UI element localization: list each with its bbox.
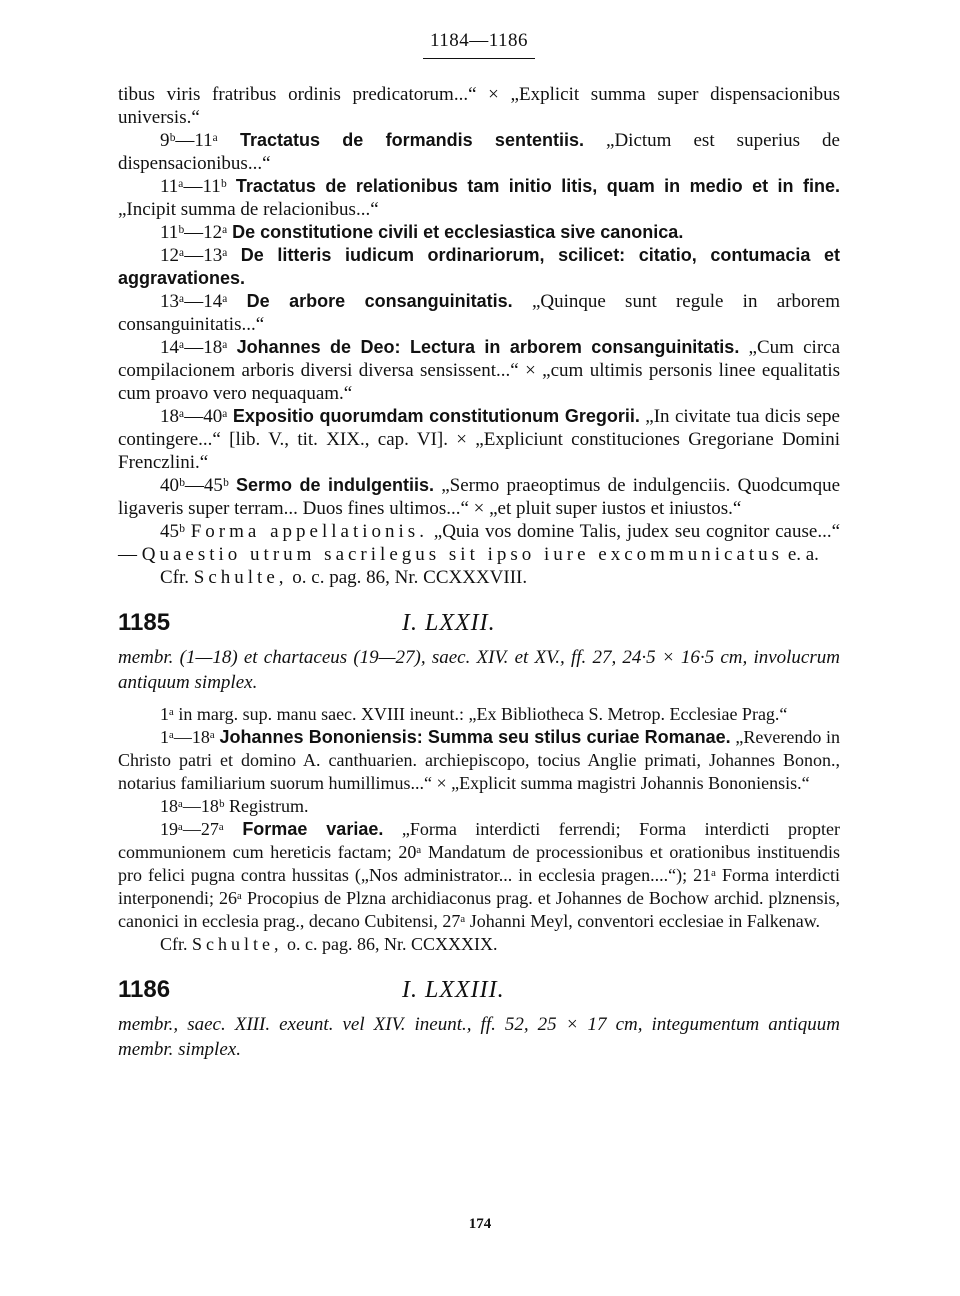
paragraph <box>118 175 840 221</box>
entry-1185 <box>118 609 840 956</box>
folio-range: 40ᵇ—45ᵇ <box>160 475 229 496</box>
work-title: De litteris iudicum ordinariorum, scilicet: citatio, contumacia et aggravationes. <box>118 245 840 288</box>
entry-number: 1186 <box>118 976 171 1003</box>
incipit: „Sermo praeoptimus de indulgenciis. Quodcumque ligaveris super terram... Duos fines ultimos...“ × „et pluit super iustos et iniustos.“ <box>118 475 841 519</box>
paragraph <box>118 336 840 405</box>
entry-1184-continuation <box>118 83 840 589</box>
physical-description: membr., saec. XIII. exeunt. vel XIV. ineunt., ff. 52, 25 × 17 cm, integumentum antiquum membr. simplex. <box>118 1014 840 1060</box>
abbreviation: e. a. <box>787 544 819 565</box>
incipit: „Reverendo in Christo patri et domino A. canthuarien. archiepiscopo, tocius Anglie primati, Johannes Bonon., notarius familiarium suorum humillimus...“ × „Explicit summa magistri Johannis Bononiensis.“ <box>118 727 840 793</box>
author-name: Schulte, <box>192 934 283 954</box>
folio-range: 11ᵃ—11ᵇ <box>160 176 227 197</box>
paragraph: tibus viris fratribus ordinis predicatorum...“ × „Explicit summa super dispensacionibus universis.“ <box>118 84 840 128</box>
work-title: Tractatus de formandis sententiis. <box>239 130 584 150</box>
work-title: Formae variae. <box>242 819 384 839</box>
folio-range: 14ᵃ—18ᵃ <box>160 337 228 358</box>
incipit: „In civitate tua dicis sepe contingere...“ [lib. V., tit. XIX., cap. VI]. × „Expliciunt constituciones Gregoriane Domini Frenczlini.“ <box>118 406 840 473</box>
incipit: „Quia vos domine Talis, judex seu cognitor cause...“ — <box>118 521 841 565</box>
folio-range: 9ᵇ—11ᵃ <box>160 130 218 151</box>
entry-heading <box>118 976 840 1004</box>
incipit: „Dictum est superius de dispensacionibus...“ <box>118 130 840 174</box>
spacer <box>118 695 840 703</box>
entry-number: 1185 <box>118 609 171 636</box>
work-title: Expositio quorumdam constitutionum Gregorii. <box>232 406 640 426</box>
header-rule <box>423 58 535 59</box>
folio-range: 12ᵃ—13ᵃ <box>160 245 228 266</box>
work-title: De constitutione civili et ecclesiastica sive canonica. <box>232 222 684 242</box>
work-title: Johannes Bononiensis: Summa seu stilus curiae Romanae. <box>219 727 731 747</box>
folio-range: 13ᵃ—14ᵃ <box>160 291 228 312</box>
folio-range: 18ᵃ—40ᵃ <box>160 406 228 427</box>
paragraph: 18ᵃ—18ᵇ Registrum. <box>160 796 309 816</box>
work-title: De arbore consanguinitatis. <box>246 291 513 311</box>
paragraph: 1ᵃ in marg. sup. manu saec. XVIII ineunt.: „Ex Bibliotheca S. Metrop. Ecclesiae Prag.“ <box>160 704 788 724</box>
reference-line <box>118 566 840 589</box>
physical-description: membr. (1—18) et chartaceus (19—27), saec. XIV. et XV., ff. 27, 24·5 × 16·5 cm, involucrum antiquum simplex. <box>118 647 840 693</box>
paragraph <box>118 244 840 290</box>
work-title: Tractatus de relationibus tam initio litis, quam in medio et in fine. <box>235 176 840 196</box>
incipit: „Incipit summa de relacionibus...“ <box>118 199 379 220</box>
shelfmark: I. LXXII. <box>402 610 496 636</box>
paragraph <box>118 520 840 566</box>
page-number: 174 <box>468 1216 492 1232</box>
work-title: Johannes de Deo: Lectura in arborem consanguinitatis. <box>236 337 740 357</box>
running-header: 1184—1186 <box>429 30 529 51</box>
work-title: Sermo de indulgentiis. <box>236 475 434 495</box>
cfr-label: Cfr. <box>160 567 190 588</box>
entry-body <box>118 703 840 956</box>
incipit: „Forma interdicti ferrendi; Forma interdicti propter communionem cum hereticis factam; 20ᵃ Mandatum de processionibus et orationibus instituendis pro felici pugna contra hussitas („Nos administrator... in ecclesia pragen....“); 21ᵃ Forma interdicti interponendi; 26ᵃ Procopius de Plzna archidiaconus prag. et Johannes de Bochow archid. plznensis, canonici in ecclesia prag., decano Cubitensi, 27ᵃ Johanni Meyl, conventori ecclesiae in Falkenaw. <box>118 819 841 931</box>
reference: o. c. pag. 86, Nr. CCXXXVIII. <box>292 567 528 588</box>
cfr-label: Cfr. <box>160 934 188 954</box>
author-name: Schulte, <box>193 567 288 588</box>
paragraph <box>118 405 840 474</box>
reference-line <box>118 933 840 956</box>
work-title-spaced: Quaestio utrum sacrilegus sit ipso iure excommunicatus <box>141 544 784 565</box>
paragraph <box>118 290 840 336</box>
folio-range: 45ᵇ <box>160 521 185 542</box>
folio-range: 1ᵃ—18ᵃ <box>160 727 215 747</box>
paragraph <box>118 726 840 795</box>
entry-heading <box>118 609 840 637</box>
entry-1186 <box>118 976 840 1062</box>
folio-range: 11ᵇ—12ᵃ <box>160 222 228 243</box>
paragraph <box>118 129 840 175</box>
paragraph <box>118 818 840 933</box>
page <box>118 30 840 1062</box>
shelfmark: I. LXXIII. <box>402 977 505 1003</box>
paragraph <box>118 221 840 244</box>
incipit: „Cum circa compilacionem arboris diversi diversa sensissent...“ × „cum ultimis personis linee equalitatis cum proavo vero nequaquam.“ <box>118 337 841 404</box>
incipit: „Quinque sunt regule in arborem consanguinitatis...“ <box>118 291 841 335</box>
reference: o. c. pag. 86, Nr. CCXXXIX. <box>287 934 498 954</box>
folio-range: 19ᵃ—27ᵃ <box>160 819 224 839</box>
paragraph <box>118 474 840 520</box>
work-title-spaced: Forma appellationis. <box>190 521 428 542</box>
